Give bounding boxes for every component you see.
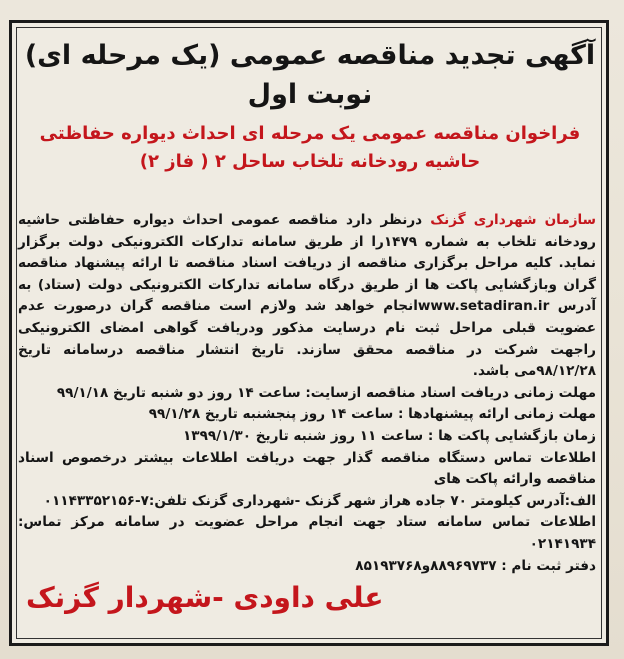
intro-text: درنظر دارد مناقصه عمومی احداث دیواره حفاظتی حاشیه رودخانه تلخاب به شماره ۱۴۷۹را از طریق سامانه تدارکات الکترونیکی دولت برگزار نماید. کلیه مراحل برگزاری مناقصه از دریافت اسناد مناقصه تا ارائه پیشنهاد مناقصه گران وبازگشایی پاکت ها از طریق درگاه سامانه تدارکات الکترونیکی دولت (ستاد) به آدرس www.setadiran.irانجام خواهد شد ولازم است مناقصه گران درصورت عدم عضویت قبلی مراحل ثبت نام درسایت مذکور ودریافت گواهی امضای الکترونیکی راجهت شرکت در مناقصه محقق سازند. تاریخ انتشار مناقصه درسامانه تاریخ ۹۸/۱۲/۲۸می باشد.: [18, 212, 596, 380]
contact-info: اطلاعات تماس دستگاه مناقصه گذار جهت دریافت اطلاعات بیشتر درخصوص اسناد مناقصه وارائه پاکت های: [18, 449, 596, 488]
deadline-docs: مهلت زمانی دریافت اسناد مناقصه ازسایت: ساعت ۱۴ روز دو شنبه تاریخ ۹۹/۱/۱۸: [56, 384, 596, 401]
organization-name: سازمان شهرداری گزنک: [430, 212, 596, 228]
notice-round: نوبت اول: [247, 79, 373, 110]
opening-time: زمان بازگشایی پاکت ها : ساعت ۱۱ روز شنبه تاریخ ۱۳۹۹/۱/۳۰: [182, 427, 596, 444]
deadline-bids: مهلت زمانی ارائه پیشنهادها : ساعت ۱۴ روز پنجشنبه تاریخ ۹۹/۱/۲۸: [148, 406, 596, 423]
notice-header: [12, 36, 608, 176]
signature: علی داودی -شهردار گزنک: [26, 581, 384, 614]
intro-paragraph: [18, 210, 596, 383]
notice-body: [18, 210, 596, 577]
notice-subtitle: فراخوان مناقصه عمومی یک مرحله ای احداث دیواره حفاظتی حاشیه رودخانه تلخاب ساحل ۲ ( فاز ۲): [39, 123, 581, 172]
address-line: الف:آدرس کیلومتر ۷۰ جاده هراز شهر گزنک -شهرداری گزنک تلفن:۷-۰۱۱۴۳۳۵۲۱۵۶: [43, 492, 596, 509]
registration-office: دفتر ثبت نام : ۸۸۹۶۹۷۳۷و۸۵۱۹۳۷۶۸: [355, 557, 596, 574]
system-contact: اطلاعات تماس سامانه ستاد جهت انجام مراحل عضویت در سامانه مرکز تماس: ۰۲۱۴۱۹۳۴: [18, 514, 596, 552]
notice-title: آگهی تجدید مناقصه عمومی (یک مرحله ای): [24, 40, 596, 71]
